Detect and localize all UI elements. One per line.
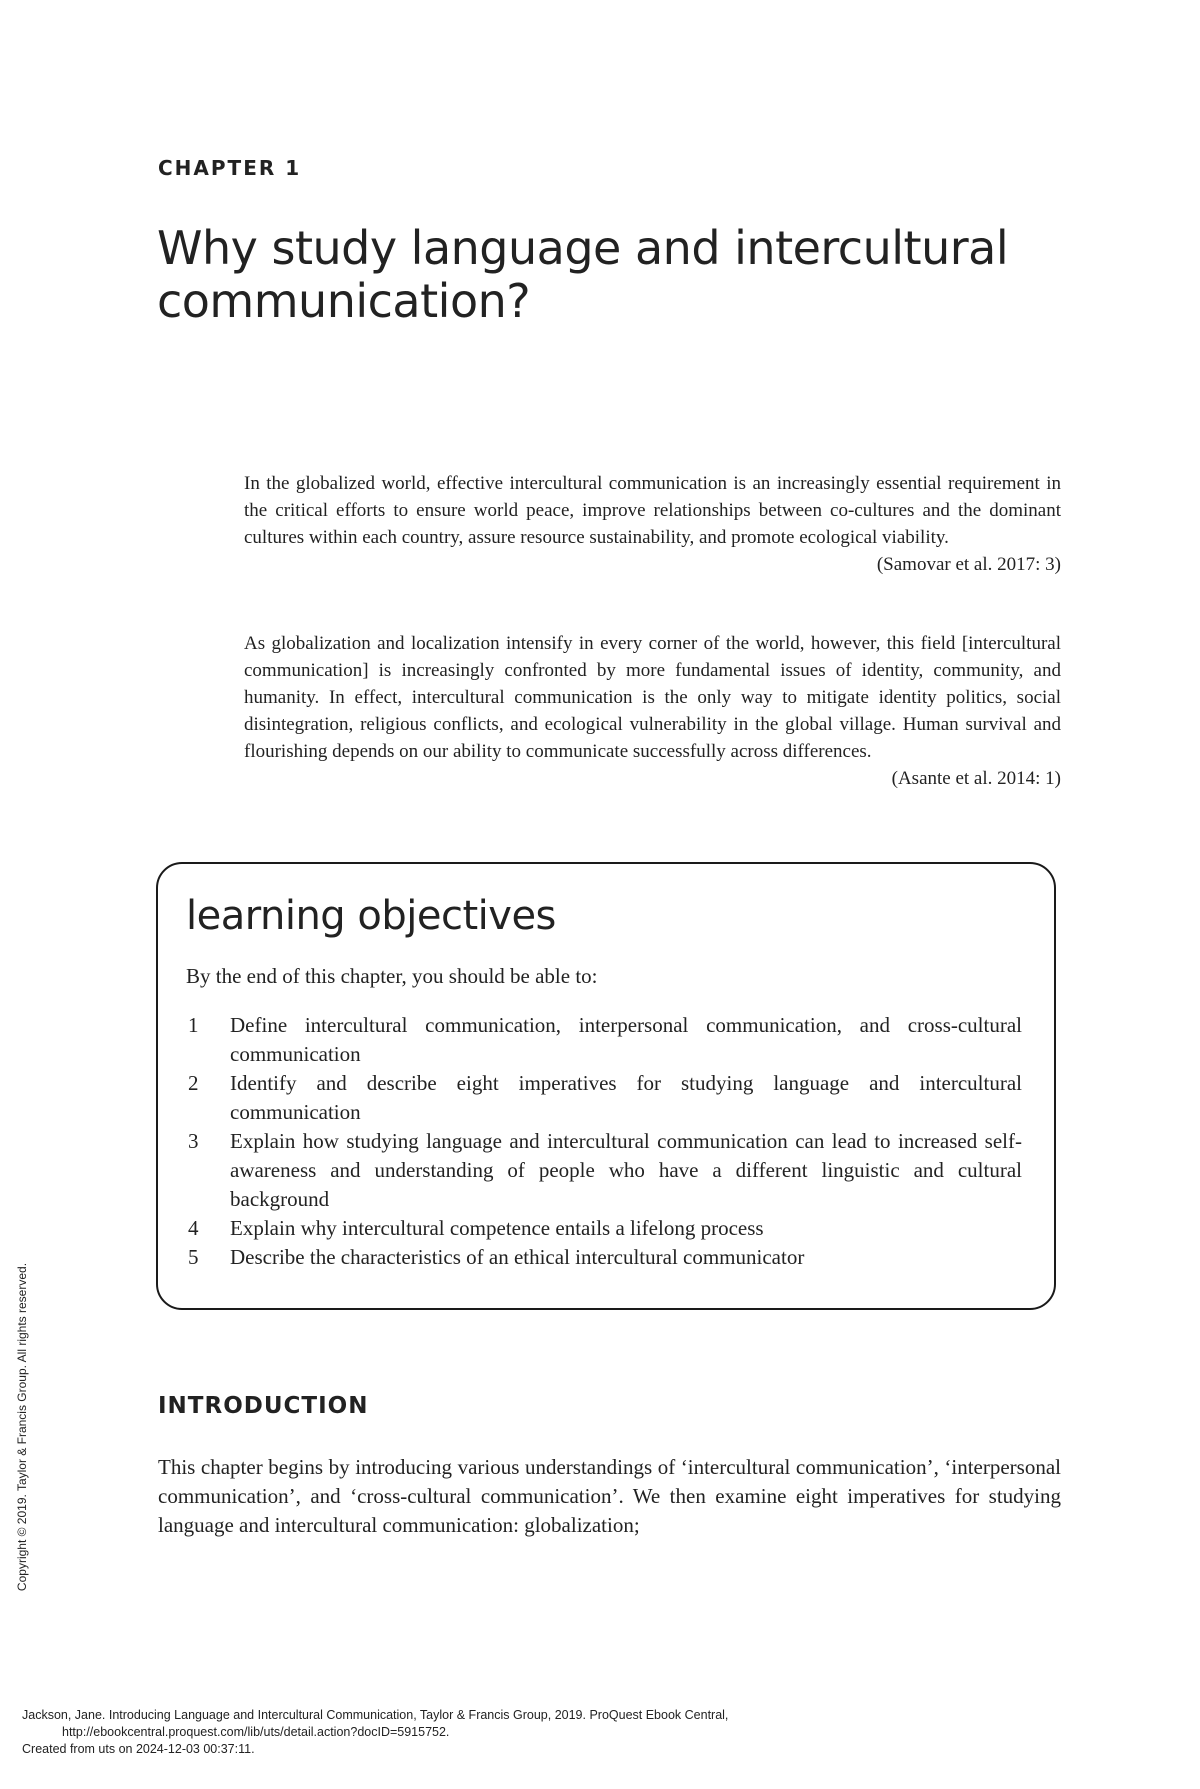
epigraph-text: As globalization and localization intensify in every corner of the world, however, this field [intercultural communication] is increasingly confronted by more fundamental issues of identity, community, and humanity. In effect, intercultural communication is the only way to mitigate identity politics, social disintegration, religious conflicts, and ecological vulnerability in the global village. Human survival and flourishing depends on our ability to communicate successfully across differences. [244, 633, 1061, 762]
list-item [186, 1127, 1022, 1214]
epigraph-citation: (Samovar et al. 2017: 3) [876, 554, 1061, 575]
list-item [186, 1214, 1022, 1243]
epigraph [244, 630, 1061, 792]
learning-objectives-box [156, 862, 1056, 1310]
list-item [186, 1243, 1022, 1272]
objectives-heading: learning objectives [186, 893, 556, 939]
chapter-label: CHAPTER 1 [158, 156, 302, 180]
item-number: 2 [188, 1071, 199, 1095]
footer-line: Created from uts on 2024-12-03 00:37:11. [22, 1742, 255, 1756]
list-item [186, 1069, 1022, 1127]
item-text: Explain how studying language and intercultural communication can lead to increased self-awareness and understanding of people who have a different linguistic and cultural background [230, 1129, 1022, 1211]
item-number: 4 [188, 1216, 199, 1240]
epigraph [244, 470, 1061, 578]
footer-line: Jackson, Jane. Introducing Language and Intercultural Communication, Taylor & Francis Group, 2019. ProQuest Ebook Central, [22, 1708, 729, 1722]
objectives-list [186, 1011, 1022, 1272]
item-text: Define intercultural communication, interpersonal communication, and cross-cultural communication [230, 1013, 1022, 1066]
chapter-title: Why study language and intercultural communication? [157, 221, 1009, 328]
item-number: 3 [188, 1129, 199, 1153]
item-number: 1 [188, 1013, 199, 1037]
epigraph-citation: (Asante et al. 2014: 1) [891, 768, 1061, 789]
introduction-heading: INTRODUCTION [158, 1393, 369, 1419]
epigraph-text: In the globalized world, effective intercultural communication is an increasingly essential requirement in the critical efforts to ensure world peace, improve relationships between co-cultures and the dominant cultures within each country, assure resource sustainability, and promote ecological viability. [244, 473, 1061, 548]
citation-footer [22, 1707, 1172, 1758]
item-text: Identify and describe eight imperatives for studying language and intercultural communication [230, 1071, 1022, 1124]
item-text: Describe the characteristics of an ethical intercultural communicator [230, 1245, 805, 1269]
item-text: Explain why intercultural competence entails a lifelong process [230, 1216, 764, 1240]
objectives-intro: By the end of this chapter, you should be able to: [186, 964, 598, 988]
list-item [186, 1011, 1022, 1069]
copyright-notice: Copyright © 2019. Taylor & Francis Group. All rights reserved. [15, 1262, 29, 1592]
item-number: 5 [188, 1245, 199, 1269]
footer-link[interactable]: http://ebookcentral.proquest.com/lib/uts/detail.action?docID=5915752. [62, 1725, 450, 1739]
introduction-paragraph: This chapter begins by introducing various understandings of ‘intercultural communication’, ‘interpersonal communication’, and ‘cross-cultural communication’. We then examine eight imperatives for studying language and intercultural communication: globalization; [158, 1455, 1061, 1537]
